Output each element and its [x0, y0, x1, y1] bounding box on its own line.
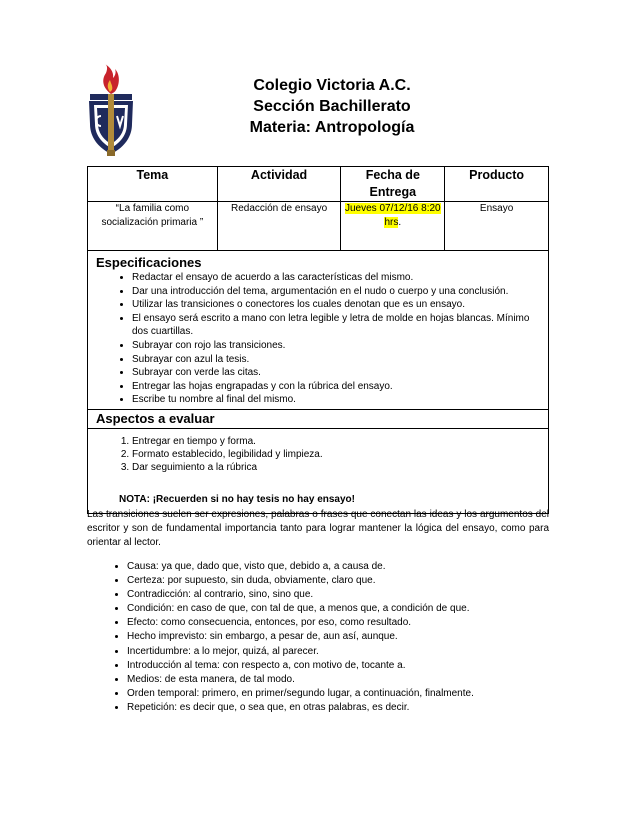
list-item: • Repetición: es decir que, o sea que, en otras palabras, es decir.: [127, 701, 549, 715]
cell-tema: “La familia como socialización primaria ”: [88, 202, 218, 251]
header-actividad: Actividad: [217, 167, 341, 202]
aspects-cell: [88, 429, 549, 514]
list-item: • Subrayar con verde las citas.: [132, 366, 538, 380]
list-item: • Hecho imprevisto: sin embargo, a pesar de, aun así, aunque.: [127, 630, 549, 644]
aspects-list: [88, 435, 548, 474]
list-item: • Redactar el ensayo de acuerdo a las características del mismo.: [132, 271, 538, 285]
section-name: Sección Bachillerato: [253, 98, 411, 115]
transitions-list: [87, 560, 549, 715]
list-item: • Dar una introducción del tema, argumentación en el nudo o cuerpo y una conclusión.: [132, 285, 538, 299]
header-fecha: Fecha de Entrega: [341, 167, 445, 202]
document-header: [232, 75, 432, 138]
specifications-list: [88, 271, 548, 407]
aspects-header-row: [88, 410, 549, 429]
activity-table: [87, 166, 549, 514]
highlighted-date: Jueves 07/12/16 8:20 hrs: [344, 203, 441, 228]
specifications-cell: [88, 251, 549, 410]
list-item: • Condición: en caso de que, con tal de que, a menos que, a condición de que.: [127, 602, 549, 616]
aspects-title: Aspectos a evaluar: [88, 410, 549, 429]
specifications-title: Especificaciones: [96, 255, 202, 270]
list-item: • Incertidumbre: a lo mejor, quizá, al parecer.: [127, 645, 549, 659]
header-tema: Tema: [88, 167, 218, 202]
list-item: 3. Dar seguimiento a la rúbrica: [132, 461, 548, 474]
subject-name: Materia: Antropología: [249, 119, 415, 136]
cell-actividad: Redacción de ensayo: [217, 202, 341, 251]
cell-fecha: [341, 202, 445, 251]
list-item: • Subrayar con rojo las transiciones.: [132, 339, 538, 353]
header-producto: Producto: [445, 167, 549, 202]
specifications-row: [88, 251, 549, 410]
cell-producto: Ensayo: [445, 202, 549, 251]
school-name: Colegio Victoria A.C.: [253, 77, 411, 94]
list-item: • Orden temporal: primero, en primer/segundo lugar, a continuación, finalmente.: [127, 687, 549, 701]
list-item: • Certeza: por supuesto, sin duda, obviamente, claro que.: [127, 574, 549, 588]
list-item: • Medios: de esta manera, de tal modo.: [127, 673, 549, 687]
date-period: .: [398, 217, 402, 228]
list-item: • Efecto: como consecuencia, entonces, por eso, como resultado.: [127, 616, 549, 630]
list-item: • Entregar las hojas engrapadas y con la rúbrica del ensayo.: [132, 380, 538, 394]
note-text: NOTA: ¡Recuerden si no hay tesis no hay ensayo!: [119, 494, 355, 505]
school-crest-logo: [86, 64, 136, 158]
table-row: [88, 202, 549, 251]
transitions-paragraph: Las transiciones suelen ser expresiones, palabras o frases que conectan las ideas y los argumentos del escritor y son de fundamental importancia tanto para lograr mantener la lógica del ensayo, como para orientar al lector.: [87, 509, 549, 548]
list-item: 2. Formato establecido, legibilidad y limpieza.: [132, 448, 548, 461]
table-header-row: [88, 167, 549, 202]
list-item: 1. Entregar en tiempo y forma.: [132, 435, 548, 448]
list-item: • Escribe tu nombre al final del mismo.: [132, 393, 538, 407]
aspects-row: [88, 429, 549, 514]
list-item: • El ensayo será escrito a mano con letra legible y letra de molde en hojas blancas. Mínimo dos cuartillas.: [132, 312, 538, 339]
list-item: • Causa: ya que, dado que, visto que, debido a, a causa de.: [127, 560, 549, 574]
list-item: • Introducción al tema: con respecto a, con motivo de, tocante a.: [127, 659, 549, 673]
list-item: • Contradicción: al contrario, sino, sino que.: [127, 588, 549, 602]
list-item: • Utilizar las transiciones o conectores los cuales denotan que es un ensayo.: [132, 298, 538, 312]
list-item: • Subrayar con azul la tesis.: [132, 353, 538, 367]
